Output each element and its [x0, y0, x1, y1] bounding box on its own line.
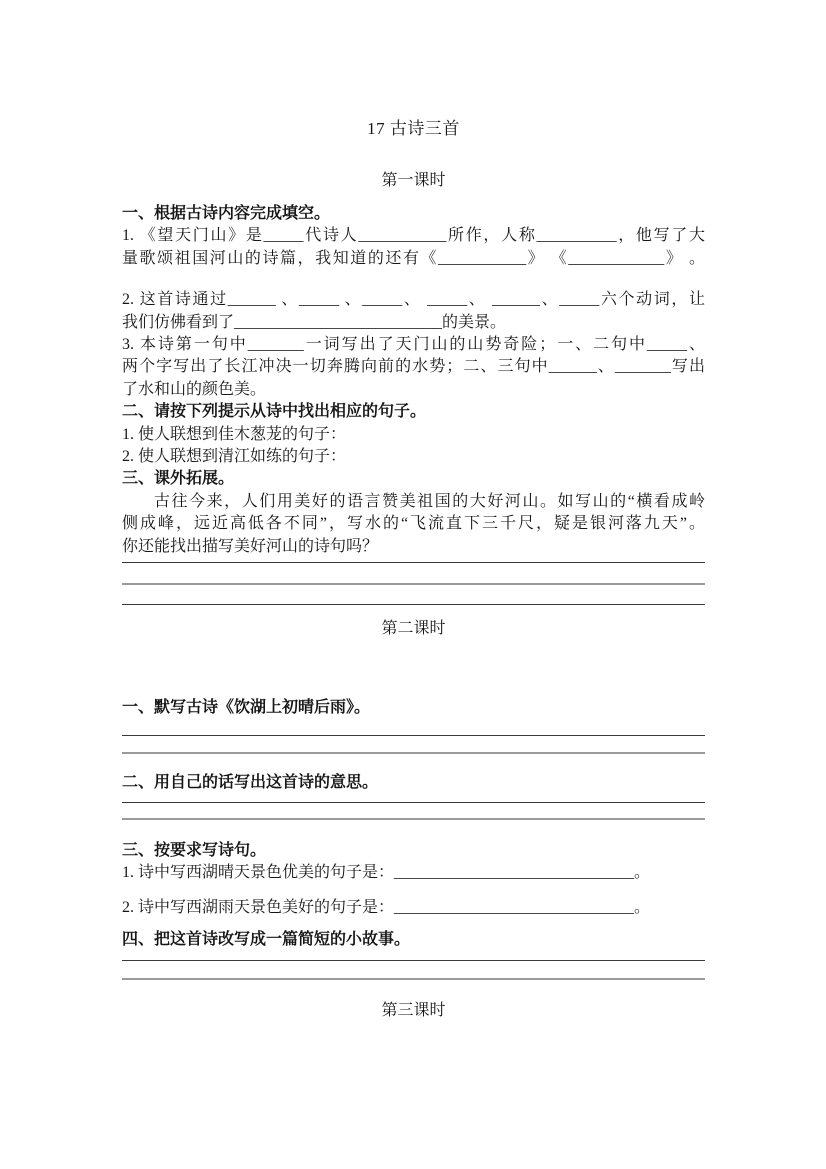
question-2-3-2: 2. 诗中写西湖雨天景色美好的句子是：______________________________。 — [122, 898, 651, 916]
session-2-heading: 第二课时 — [381, 620, 446, 638]
answer-line — [122, 961, 705, 980]
session-1-heading: 第一课时 — [381, 172, 446, 189]
question-line: 量歌颂祖国河山的诗篇，我知道的还有《___________》 《____________》 。 — [122, 249, 705, 267]
answer-line — [122, 563, 705, 585]
answer-line — [122, 952, 705, 961]
question-line: 两个字写出了长江冲决一切奔腾向前的水势；二、三句中______、_______写出 — [122, 358, 705, 376]
section-1-2-title: 二、请按下列提示从诗中找出相应的句子。 — [122, 403, 427, 421]
section-2-1-title: 一、默写古诗《饮湖上初晴后雨》。 — [122, 699, 371, 717]
answer-line — [122, 585, 705, 605]
list-item-2: 2. 使人联想到清江如练的句子： — [122, 448, 347, 466]
question-1-2 — [122, 289, 705, 334]
question-2-3-1: 1. 诗中写西湖晴天景色优美的句子是：______________________________。 — [122, 864, 651, 882]
section-2-2-title: 二、用自己的话写出这首诗的意思。 — [122, 773, 379, 791]
question-1-3 — [122, 334, 705, 401]
question-line: 了水和山的颜色美。 — [122, 380, 267, 398]
extension-paragraph — [122, 491, 705, 558]
answer-line — [122, 720, 705, 736]
question-line: 3. 本诗第一句中_______一词写出了天门山的山势奇险；一、二句中_____、 — [122, 336, 705, 354]
answer-line — [122, 794, 705, 803]
session-3-heading: 第三课时 — [381, 1001, 446, 1019]
section-1-3-title: 三、课外拓展。 — [122, 470, 235, 488]
question-line: 我们仿佛看到了__________________________的美景。 — [122, 313, 507, 331]
paragraph-line: 侧成峰，远近高低各不同”，写水的“飞流直下三千尺，疑是银河落九天”。 — [122, 515, 705, 533]
section-1-1-title: 一、根据古诗内容完成填空。 — [122, 205, 331, 222]
section-2-4-title: 四、把这首诗改写成一篇简短的小故事。 — [122, 931, 411, 949]
question-line: 2. 这首诗通过______ 、_____ 、_____、 _____、 ______、_____六个动词，让 — [122, 291, 705, 309]
question-1-1 — [122, 225, 705, 270]
paragraph-line: 你还能找出描写美好河山的诗句吗？ — [122, 537, 379, 555]
section-2-3-title: 三、按要求写诗句。 — [122, 841, 267, 859]
answer-line — [122, 736, 705, 754]
answer-line — [122, 803, 705, 820]
question-line: 1. 《望天门山》是_____代诗人___________所作，人称__________，他写了大 — [122, 227, 705, 245]
paragraph-line: 古往今来，人们用美好的语言赞美祖国的大好河山。如写山的“横看成岭 — [154, 492, 705, 510]
page-title: 17 古诗三首 — [367, 119, 460, 138]
list-item-1: 1. 使人联想到佳木葱茏的句子： — [122, 425, 347, 443]
